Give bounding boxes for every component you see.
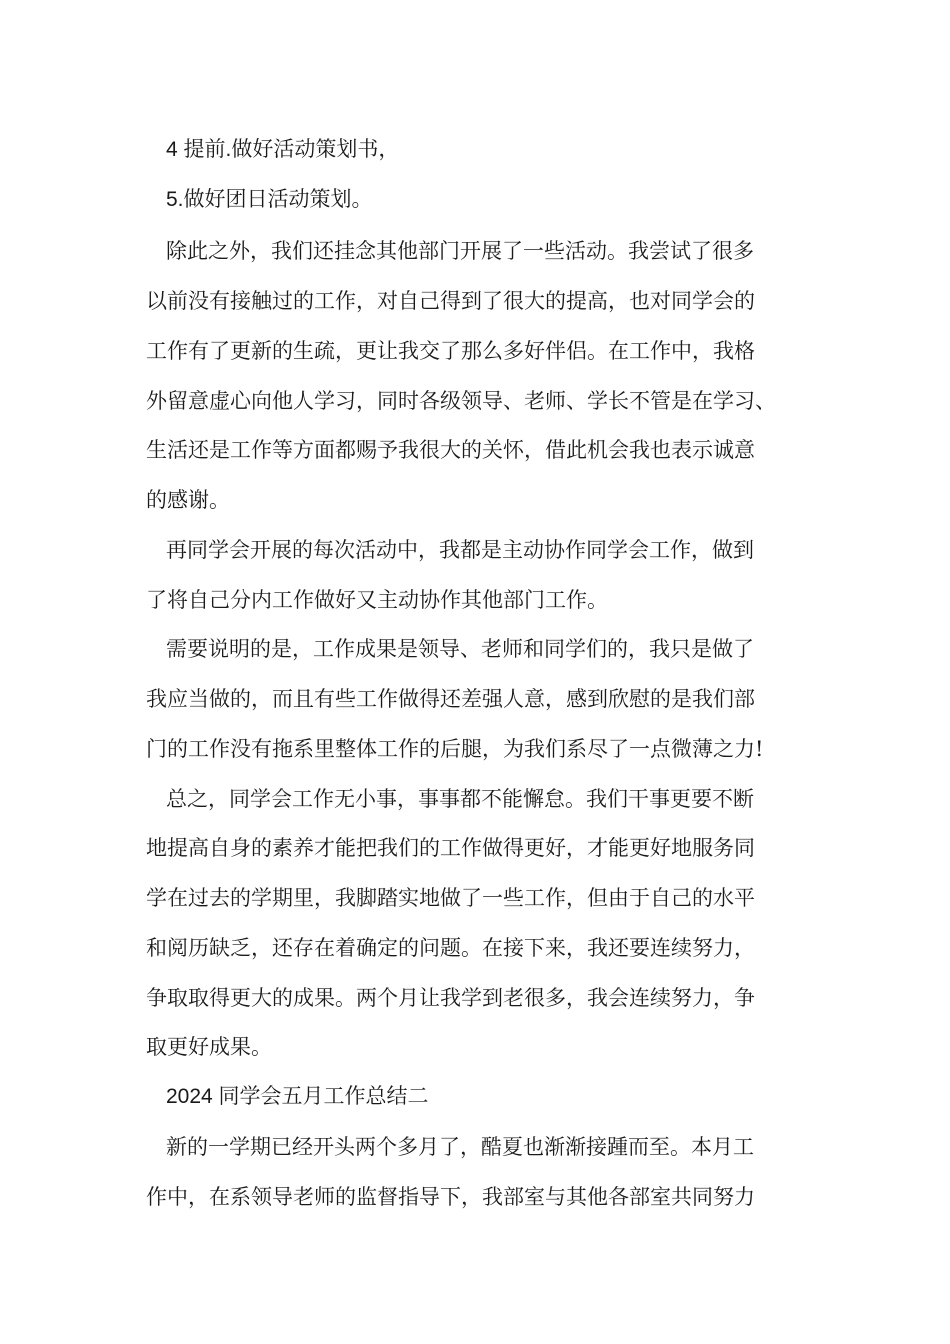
paragraph-line: 外留意虚心向他人学习，同时各级领导、老师、学长不管是在学习、 xyxy=(146,389,776,413)
paragraph-line: 作中，在系领导老师的监督指导下，我部室与其他各部室共同努力 xyxy=(146,1185,755,1209)
paragraph-line: 工作有了更新的生疏，更让我交了那么多好伴侣。在工作中，我格 xyxy=(146,339,755,363)
paragraph-line: 和阅历缺乏，还存在着确定的问题。在接下来，我还要连续努力， xyxy=(146,936,755,960)
paragraph-line: 我应当做的，而且有些工作做得还差强人意，感到欣慰的是我们部 xyxy=(146,687,755,711)
list-item-5: 5.做好团日活动策划。 xyxy=(166,188,373,211)
paragraph-line: 总之，同学会工作无小事，事事都不能懈怠。我们干事更要不断 xyxy=(166,787,754,811)
paragraph-line: 再同学会开展的每次活动中，我都是主动协作同学会工作，做到 xyxy=(166,538,754,562)
list-item-4: 4 提前.做好活动策划书， xyxy=(166,138,400,161)
paragraph-line: 了将自己分内工作做好又主动协作其他部门工作。 xyxy=(146,588,608,612)
paragraph-line: 以前没有接触过的工作，对自己得到了很大的提高，也对同学会的 xyxy=(146,289,755,313)
paragraph-line: 取更好成果。 xyxy=(146,1035,272,1059)
paragraph-line: 生活还是工作等方面都赐予我很大的关怀，借此机会我也表示诚意 xyxy=(146,438,755,462)
paragraph-line: 门的工作没有拖系里整体工作的后腿，为我们系尽了一点微薄之力! xyxy=(146,737,764,761)
paragraph-line: 除此之外，我们还挂念其他部门开展了一些活动。我尝试了很多 xyxy=(166,239,754,263)
paragraph-line: 的感谢。 xyxy=(146,488,230,512)
paragraph-line: 需要说明的是，工作成果是领导、老师和同学们的，我只是做了 xyxy=(166,637,754,661)
paragraph-line: 地提高自身的素养才能把我们的工作做得更好，才能更好地服务同 xyxy=(146,836,755,860)
paragraph-line: 学在过去的学期里，我脚踏实地做了一些工作，但由于自己的水平 xyxy=(146,886,755,910)
section-heading: 2024 同学会五月工作总结二 xyxy=(166,1085,429,1108)
paragraph-line: 争取取得更大的成果。两个月让我学到老很多，我会连续努力，争 xyxy=(146,986,755,1010)
paragraph-line: 新的一学期已经开头两个多月了，酷夏也渐渐接踵而至。本月工 xyxy=(166,1135,754,1159)
